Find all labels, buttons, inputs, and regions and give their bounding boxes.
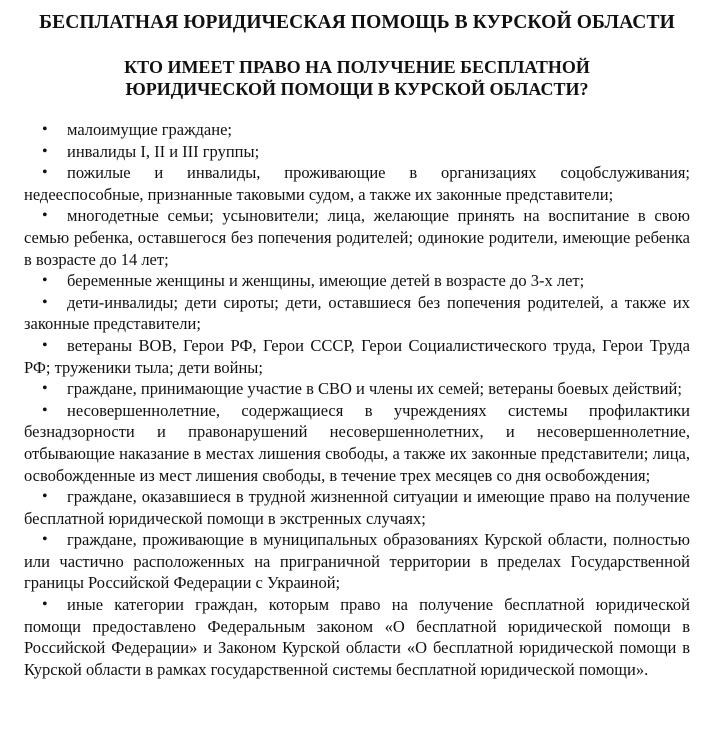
bullet-icon: •: [42, 401, 48, 419]
bullet-icon: •: [42, 531, 48, 549]
bullet-icon: •: [42, 272, 48, 290]
page-title: БЕСПЛАТНАЯ ЮРИДИЧЕСКАЯ ПОМОЩЬ В КУРСКОЙ ОБЛАСТИ: [39, 12, 675, 33]
list-item: [24, 205, 690, 270]
list-item-text: граждане, проживающие в муниципальных образованиях Курской области, полностью или частично расположенных на приграничной территории в пределах Государственной границы Российской Федерации с Украиной;: [24, 530, 690, 593]
list-item-text: многодетные семьи; усыновители; лица, желающие принять на воспитание в свою семью ребенка, оставшегося без попечения родителей; одинокие родители, имеющие ребенка в возрасте до 14 лет;: [24, 206, 690, 269]
bullet-icon: •: [42, 164, 48, 182]
list-item: [24, 141, 690, 163]
list-item-text: граждане, принимающие участие в СВО и члены их семей; ветераны боевых действий;: [67, 379, 682, 399]
list-item-text: дети-инвалиды; дети сироты; дети, оставшиеся без попечения родителей, а также их законные представители;: [24, 292, 690, 334]
bullet-icon: •: [42, 336, 48, 354]
list-item: [24, 400, 690, 486]
list-item-text: инвалиды I, II и III группы;: [67, 141, 260, 161]
list-item: [24, 119, 690, 141]
list-item-text: ветераны ВОВ, Герои РФ, Герои СССР, Герои Социалистического труда, Герои Труда РФ; труженики тыла; дети войны;: [24, 335, 690, 377]
list-item: [24, 594, 690, 680]
list-item: [24, 335, 690, 378]
list-item-text: иные категории граждан, которым право на получение бесплатной юридической помощи предоставлено Федеральным законом «О бесплатной юридической помощи в Российской Федерации» и Законом Курской области «О бесплатной юридической помощи в Курской области в рамках государственной системы бесплатной юридической помощи».: [24, 595, 690, 679]
list-item: [24, 486, 690, 529]
list-item: [24, 162, 690, 205]
bullet-icon: •: [42, 207, 48, 225]
list-item: [24, 529, 690, 594]
section-heading: [24, 56, 690, 100]
section-heading-line-1: КТО ИМЕЕТ ПРАВО НА ПОЛУЧЕНИЕ БЕСПЛАТНОЙ: [124, 57, 590, 77]
bullet-icon: •: [42, 488, 48, 506]
bullet-icon: •: [42, 142, 48, 160]
section-heading-line-2: ЮРИДИЧЕСКОЙ ПОМОЩИ В КУРСКОЙ ОБЛАСТИ?: [125, 79, 589, 99]
list-item: [24, 292, 690, 335]
list-item: [24, 378, 690, 400]
list-item-text: беременные женщины и женщины, имеющие детей в возрасте до 3-х лет;: [67, 271, 585, 291]
list-item-text: несовершеннолетние, содержащиеся в учреждениях системы профилактики безнадзорности и правонарушений несовершеннолетних, и несовершеннолетние, отбывающие наказание в местах лишения свободы, а также их законные представители; лица, освобожденные из мест лишения свободы, в течение трех месяцев со дня освобождения;: [24, 400, 690, 485]
bullet-icon: •: [42, 293, 48, 311]
eligibility-list: [24, 119, 690, 680]
bullet-icon: •: [42, 121, 48, 138]
list-item-text: малоимущие граждане;: [67, 120, 232, 139]
bullet-icon: •: [42, 380, 48, 398]
list-item: [24, 270, 690, 292]
list-item-text: пожилые и инвалиды, проживающие в организациях соцобслуживания; недееспособные, признанные таковыми судом, а также их законные представители;: [24, 163, 690, 204]
bullet-icon: •: [42, 596, 48, 614]
list-item-text: граждане, оказавшиеся в трудной жизненной ситуации и имеющие право на получение бесплатной юридической помощи в экстренных случаях;: [24, 487, 690, 528]
